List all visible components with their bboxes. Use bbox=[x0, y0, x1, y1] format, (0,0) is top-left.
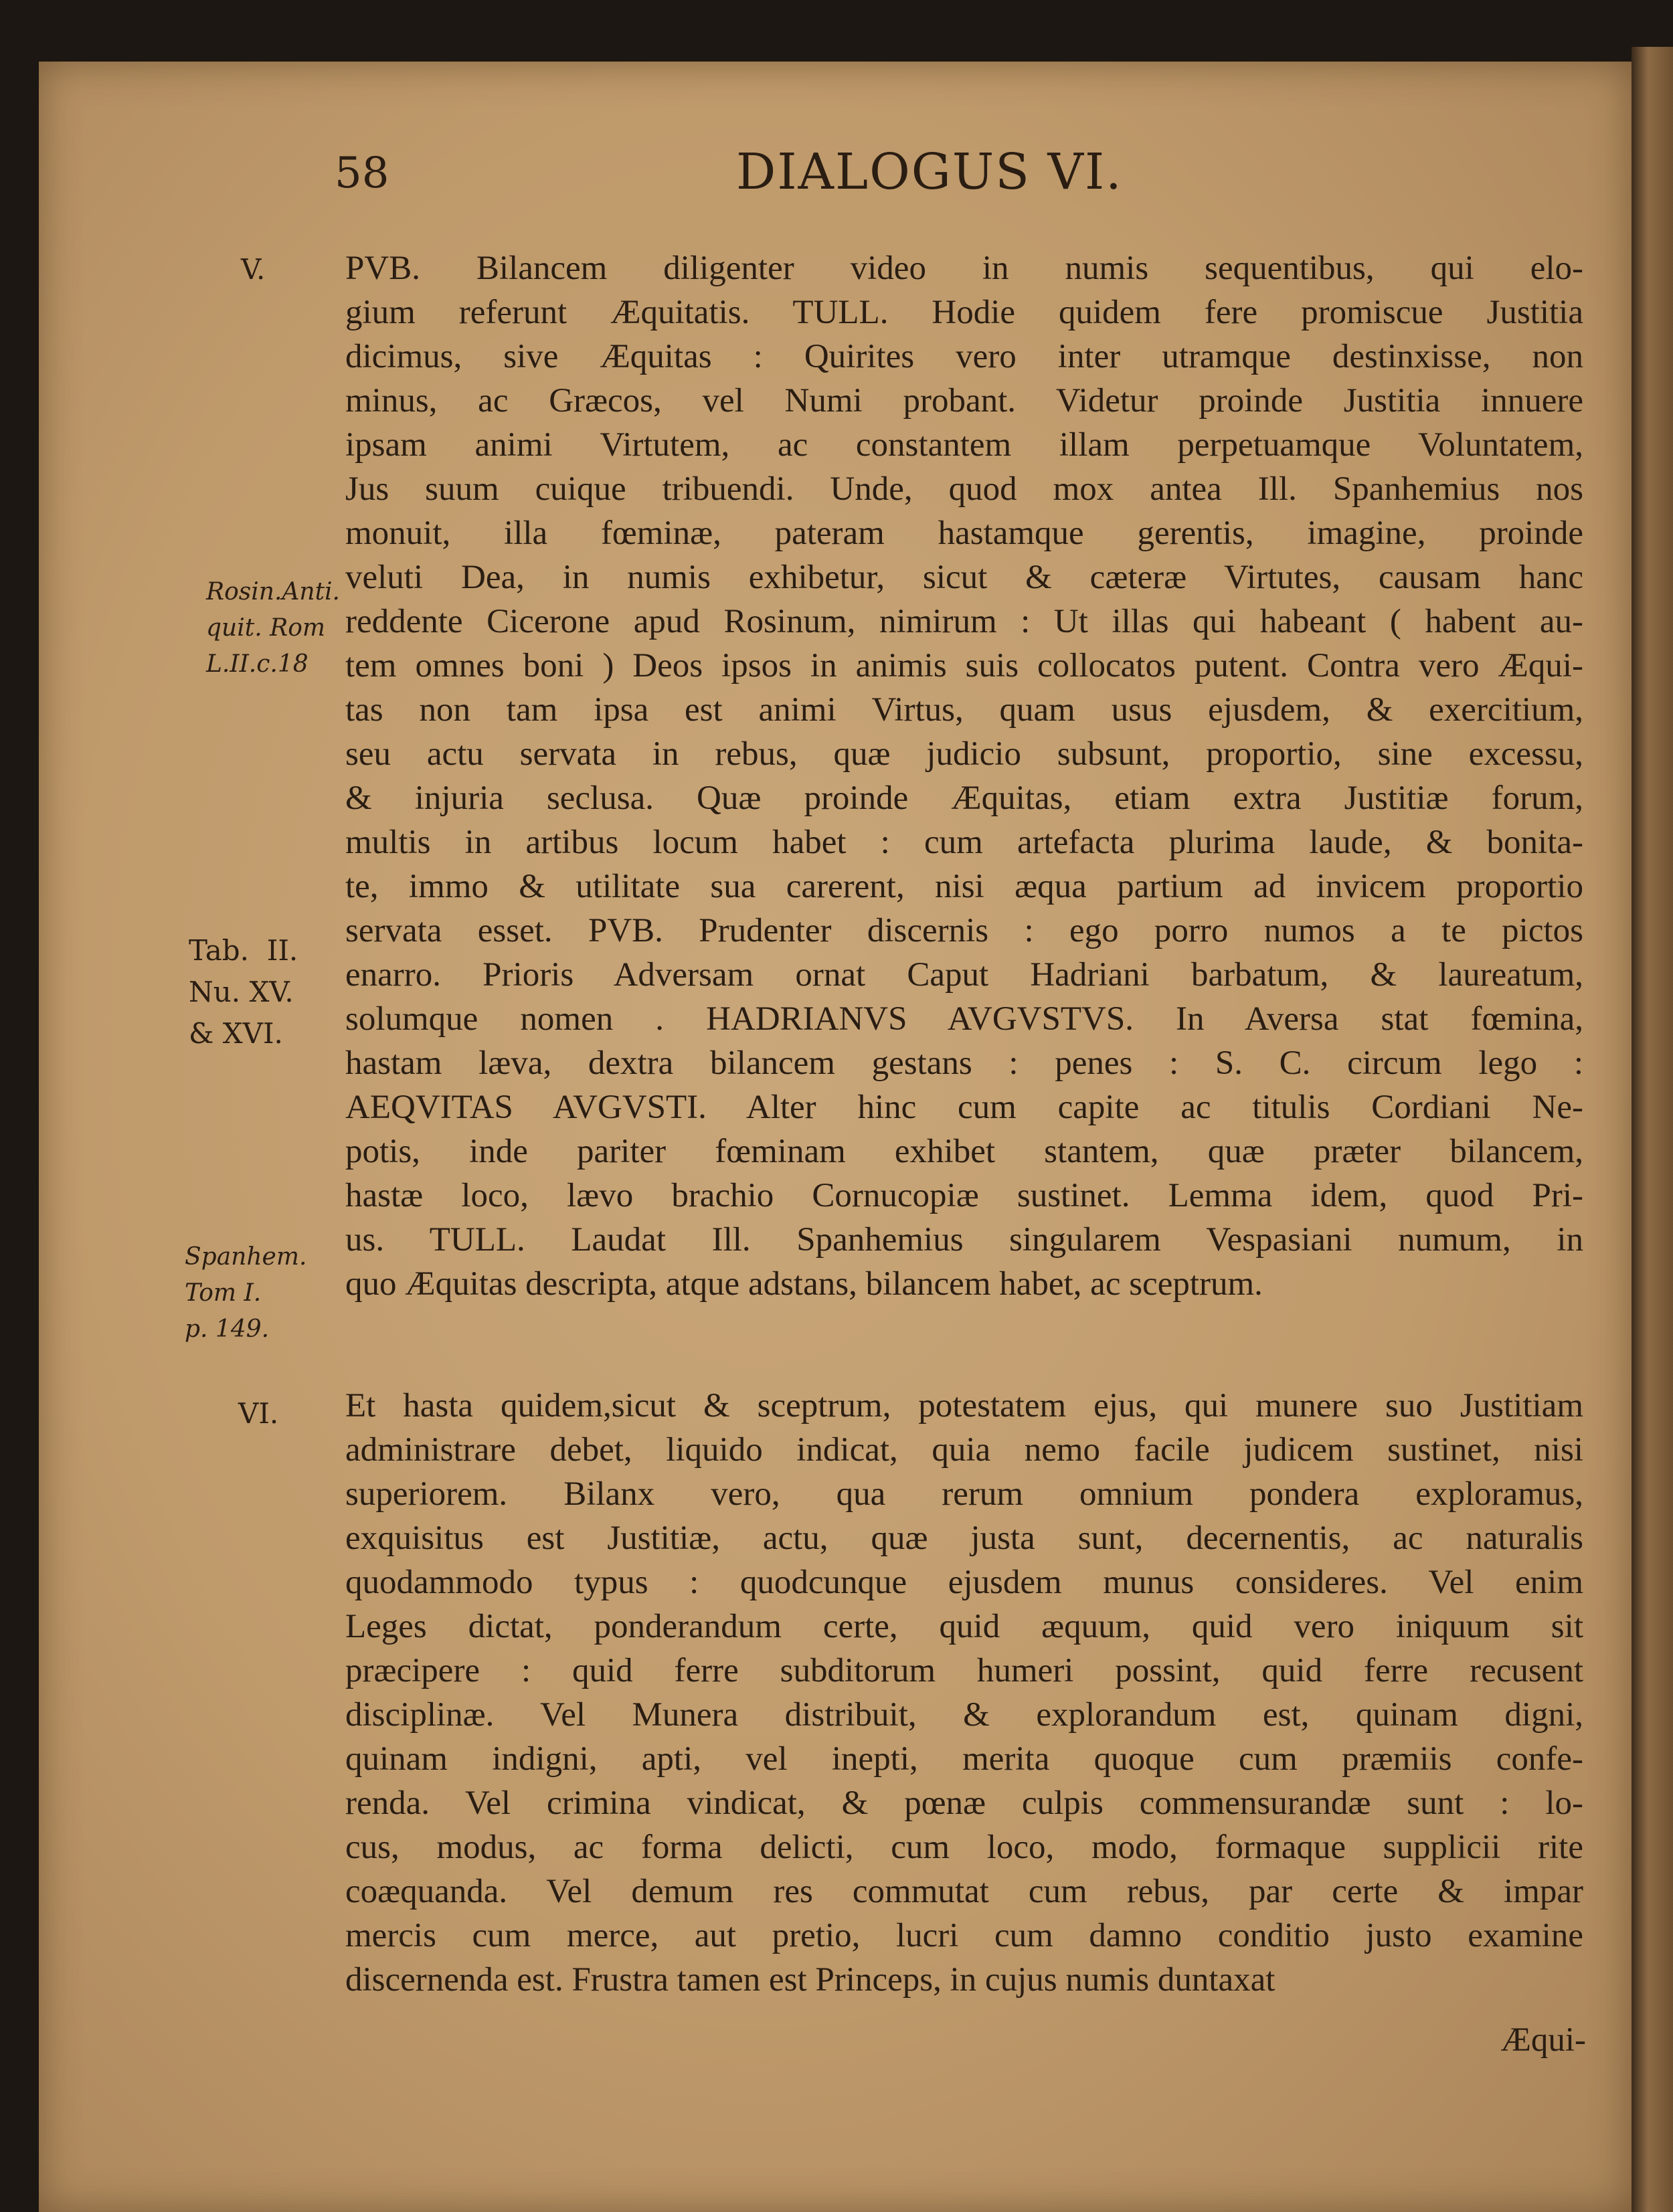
text-line: multis in artibus locum habet : cum artefacta plurima laude, & bonita- bbox=[345, 824, 1583, 861]
text-line: quinam indigni, apti, vel inepti, merita quoque cum præmiis confe- bbox=[345, 1740, 1583, 1778]
text-line: quo Æquitas descripta, atque adstans, bilancem habet, ac sceptrum. bbox=[345, 1265, 1263, 1303]
text-line: servata esset. PVB. Prudenter discernis : ego porro numos a te pictos bbox=[345, 912, 1583, 949]
text-line: ipsam animi Virtutem, ac constantem illam perpetuamque Voluntatem, bbox=[345, 426, 1583, 464]
paragraph-2 bbox=[345, 1384, 1583, 2002]
text-line: seu actu servata in rebus, quæ judicio subsunt, proportio, sine excessu, bbox=[345, 735, 1583, 773]
text-line: administrare debet, liquido indicat, quia nemo facile judicem sustinet, nisi bbox=[345, 1431, 1583, 1469]
catchword: Æqui- bbox=[1500, 2021, 1586, 2059]
page-number: 58 bbox=[335, 149, 389, 198]
margin-section-v: V. bbox=[241, 253, 266, 286]
text-line: enarro. Prioris Adversam ornat Caput Hadriani barbatum, & laureatum, bbox=[345, 956, 1583, 994]
text-line: tem omnes boni ) Deos ipsos in animis suis collocatos putent. Contra vero Æqui- bbox=[345, 647, 1583, 684]
text-line: monuit, illa fœminæ, pateram hastamque gerentis, imagine, proinde bbox=[345, 515, 1583, 552]
text-line: exquisitus est Justitiæ, actu, quæ justa sunt, decernentis, ac naturalis bbox=[345, 1519, 1583, 1557]
page-header bbox=[0, 143, 1673, 209]
text-line: solumque nomen . HADRIANVS AVGVSTVS. In Aversa stat fœmina, bbox=[345, 1000, 1583, 1038]
text-line: reddente Cicerone apud Rosinum, nimirum : Ut illas qui habeant ( habent au- bbox=[345, 603, 1583, 640]
text-line: gium referunt Æquitatis. TULL. Hodie quidem fere promiscue Justitia bbox=[345, 294, 1583, 331]
text-line: coæquanda. Vel demum res commutat cum rebus, par certe & impar bbox=[345, 1873, 1583, 1910]
text-line: disciplinæ. Vel Munera distribuit, & explorandum est, quinam digni, bbox=[345, 1696, 1583, 1734]
text-line: te, immo & utilitate sua carerent, nisi æqua partium ad invicem proportio bbox=[345, 868, 1583, 905]
text-line: cus, modus, ac forma delicti, cum loco, modo, formaque supplicii rite bbox=[345, 1829, 1583, 1866]
running-title: DIALOGUS VI. bbox=[736, 143, 1123, 201]
text-line: superiorem. Bilanx vero, qua rerum omnium pondera exploramus, bbox=[345, 1475, 1583, 1513]
text-line: minus, ac Græcos, vel Numi probant. Videtur proinde Justitia innuere bbox=[345, 382, 1583, 420]
text-line: PVB. Bilancem diligenter video in numis sequentibus, qui elo- bbox=[345, 250, 1583, 287]
text-line: Leges dictat, ponderandum certe, quid æquum, quid vero iniquum sit bbox=[345, 1608, 1583, 1645]
margin-reference-rosinus: Rosin.Anti. quit. Rom L.II.c.18 bbox=[206, 578, 341, 678]
text-line: Et hasta quidem,sicut & sceptrum, potestatem ejus, qui munere suo Justitiam bbox=[345, 1387, 1583, 1424]
margin-reference-spanhemius: Spanhem. Tom I. p. 149. bbox=[185, 1243, 307, 1343]
text-line: veluti Dea, in numis exhibetur, sicut & cæteræ Virtutes, causam hanc bbox=[345, 559, 1583, 596]
text-line: hastæ loco, lævo brachio Cornucopiæ sustinet. Lemma idem, quod Pri- bbox=[345, 1177, 1583, 1214]
text-line: AEQVITAS AVGVSTI. Alter hinc cum capite ac titulis Cordiani Ne- bbox=[345, 1089, 1583, 1126]
text-line: us. TULL. Laudat Ill. Spanhemius singularem Vespasiani numum, in bbox=[345, 1221, 1583, 1259]
paragraph-1 bbox=[345, 246, 1583, 1306]
text-line: tas non tam ipsa est animi Virtus, quam usus ejusdem, & exercitium, bbox=[345, 691, 1583, 729]
text-line: dicimus, sive Æquitas : Quirites vero inter utramque destinxisse, non bbox=[345, 338, 1583, 375]
text-line: Jus suum cuique tribuendi. Unde, quod mox antea Ill. Spanhemius nos bbox=[345, 470, 1583, 508]
text-line: mercis cum merce, aut pretio, lucri cum damno conditio justo examine bbox=[345, 1917, 1583, 1954]
text-line: hastam læva, dextra bilancem gestans : penes : S. C. circum lego : bbox=[345, 1044, 1583, 1082]
text-line: discernenda est. Frustra tamen est Princeps, in cujus numis duntaxat bbox=[345, 1961, 1275, 1999]
text-line: & injuria seclusa. Quæ proinde Æquitas, etiam extra Justitiæ forum, bbox=[345, 779, 1583, 817]
text-line: renda. Vel crimina vindicat, & pœnæ culpis commensurandæ sunt : lo- bbox=[345, 1784, 1583, 1822]
text-line: præcipere : quid ferre subditorum humeri possint, quid ferre recusent bbox=[345, 1652, 1583, 1689]
margin-reference-table: Tab. II. Nu. XV. & XVI. bbox=[189, 934, 298, 1050]
text-line: quodammodo typus : quodcunque ejusdem munus consideres. Vel enim bbox=[345, 1564, 1583, 1601]
text-line: potis, inde pariter fœminam exhibet stantem, quæ præter bilancem, bbox=[345, 1133, 1583, 1170]
adjacent-page-edge bbox=[1632, 47, 1673, 2212]
margin-section-vi: VI. bbox=[238, 1397, 279, 1430]
